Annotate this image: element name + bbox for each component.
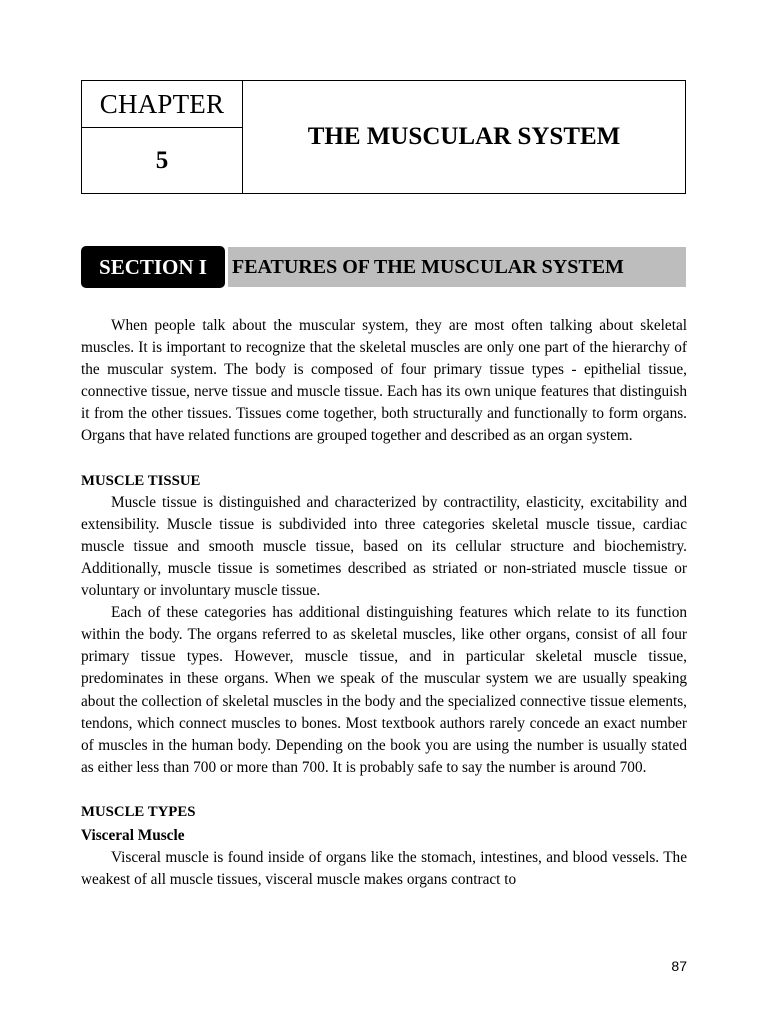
muscle-tissue-paragraph-1: Muscle tissue is distinguished and characterized by contractility, elasticity, excitability and extensibility. Muscle tissue is subdivided into three categories skeletal muscle tissue, cardiac muscle tissue and smooth muscle tissue, based on its cellular structure and biochemistry. Additionally, muscle tissue is sometimes described as striated or non-striated muscle tissue or voluntary or involuntary muscle tissue. [81,493,687,600]
muscle-types-heading: MUSCLE TYPES [81,803,196,820]
section-header [81,246,686,288]
chapter-title: THE MUSCULAR SYSTEM [307,123,621,150]
page-body [81,315,687,891]
visceral-muscle-heading: Visceral Muscle [81,826,185,844]
section-title: FEATURES OF THE MUSCULAR SYSTEM [228,247,686,287]
chapter-number: 5 [155,146,169,174]
muscle-tissue-paragraph-2: Each of these categories has additional distinguishing features which relate to its function within the body. The organs referred to as skeletal muscles, like other organs, consist of all four primary tissue types. However, muscle tissue, and in particular skeletal muscle tissue, predominates in these organs. When we speak of the muscular system we are usually speaking about the collection of skeletal muscles in the body and the specialized connective tissue elements, tendons, which connect muscles to bones. Most textbook authors rarely concede an exact number of muscles in the human body. Depending on the book you are using the number is usually stated as either less than 700 or more than 700. It is probably safe to say the number is around 700. [81,604,687,776]
chapter-label: CHAPTER [82,81,242,128]
chapter-header-box [81,80,686,194]
intro-paragraph: When people talk about the muscular system, they are most often talking about skeletal muscles. It is important to recognize that the skeletal muscles are only one part of the hierarchy of the muscular system. The body is composed of four primary tissue types - epithelial tissue, connective tissue, nerve tissue and muscle tissue. Each has its own unique features that distinguish it from the other tissues. Tissues come together, both structurally and functionally to form organs. Organs that have related functions are grouped together and described as an organ system. [81,317,687,445]
chapter-label-column [82,81,243,193]
page-number: 87 [671,958,687,974]
muscle-tissue-heading: MUSCLE TISSUE [81,472,201,489]
section-tag: SECTION I [81,246,225,288]
visceral-muscle-paragraph: Visceral muscle is found inside of organs like the stomach, intestines, and blood vessels. The weakest of all muscle tissues, visceral muscle makes organs contract to [81,849,687,889]
